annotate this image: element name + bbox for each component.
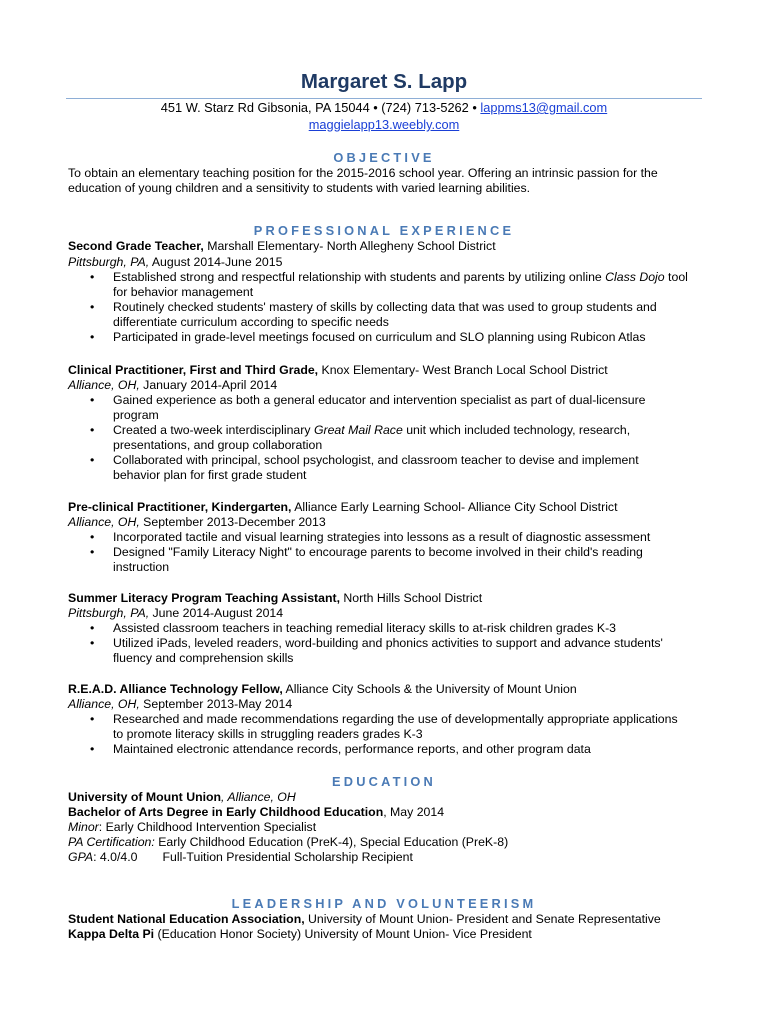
job-title: R.E.A.D. Alliance Technology Fellow, [68, 682, 283, 696]
bullet-item: • Researched and made recommendations regarding the use of developmentally appropriate applications to promote literacy skills in struggling readers grades K-3 [68, 712, 708, 742]
job-entry [68, 500, 708, 575]
job-dates: September 2013-December 2013 [139, 515, 326, 529]
job-title: Pre-clinical Practitioner, Kindergarten, [68, 500, 292, 514]
header-divider [66, 98, 702, 99]
education-block [68, 790, 708, 865]
bullet-item: • Routinely checked students' mastery of skills by collecting data that was used to group students and differentiate curriculum according to specific needs [68, 300, 708, 330]
job-bullets [68, 270, 708, 345]
job-title: Second Grade Teacher, [68, 239, 204, 253]
bullet-item: • Maintained electronic attendance records, performance reports, and other program data [68, 742, 708, 757]
bullet-item: • Designed "Family Literacy Night" to encourage parents to become involved in their child's reading instruction [68, 545, 708, 575]
leadership-block [68, 912, 708, 942]
job-entry [68, 591, 708, 666]
job-org: Alliance City Schools & the University of Mount Union [282, 682, 577, 696]
job-org: Marshall Elementary- North Allegheny School District [203, 239, 496, 253]
job-place: Alliance, OH, [68, 378, 140, 392]
email-link[interactable]: lappms13@gmail.com [480, 100, 608, 115]
job-bullets [68, 393, 708, 483]
experience-heading: PROFESSIONAL EXPERIENCE [253, 223, 515, 238]
degree-line: Bachelor of Arts Degree in Early Childhood Education, May 2014 [68, 805, 445, 819]
job-dates: August 2014-June 2015 [149, 255, 283, 269]
objective-line: To obtain an elementary teaching position for the 2015-2016 school year. Offering an intrinsic passion for the [68, 166, 658, 180]
bullet-item: • Incorporated tactile and visual learning strategies into lessons as a result of diagnostic assessment [68, 530, 708, 545]
job-place: Alliance, OH, [68, 697, 140, 711]
job-dates: June 2014-August 2014 [149, 606, 284, 620]
bullet-item: • Collaborated with principal, school psychologist, and classroom teacher to devise and implement behavior plan for first grade student [68, 453, 708, 483]
bullet-item: • Assisted classroom teachers in teaching remedial literacy skills to at-risk children grades K-3 [68, 621, 708, 636]
address-phone: 451 W. Starz Rd Gibsonia, PA 15044 • (724) 713-5262 • [160, 100, 481, 115]
job-org: Knox Elementary- West Branch Local School District [318, 363, 608, 377]
job-title: Summer Literacy Program Teaching Assistant, [68, 591, 340, 605]
leadership-item: Kappa Delta Pi (Education Honor Society) University of Mount Union- Vice President [68, 927, 532, 941]
objective-heading: OBJECTIVE [333, 150, 435, 165]
job-entry [68, 363, 708, 483]
objective-text [68, 166, 708, 196]
bullet-item: • Gained experience as both a general educator and intervention specialist as part of dual-licensure program [68, 393, 708, 423]
contact-line [0, 100, 768, 116]
job-dates: January 2014-April 2014 [139, 378, 278, 392]
leadership-heading: LEADERSHIP AND VOLUNTEERISM [231, 896, 537, 911]
minor-line: Minor: Early Childhood Intervention Specialist [68, 820, 317, 834]
certification-line: PA Certification: Early Childhood Education (PreK-4), Special Education (PreK-8) [68, 835, 509, 849]
job-org: Alliance Early Learning School- Alliance City School District [291, 500, 618, 514]
job-entry [68, 682, 708, 757]
leadership-item: Student National Education Association, University of Mount Union- President and Senate Representative [68, 912, 661, 926]
bullet-item: • Established strong and respectful relationship with students and parents by utilizing online Class Dojo tool for behavior management [68, 270, 708, 300]
job-place: Pittsburgh, PA, [68, 255, 150, 269]
bullet-item: • Utilized iPads, leveled readers, word-building and phonics activities to support and advance students' fluency and comprehension skills [68, 636, 708, 666]
objective-line: education of young children and a sensitivity to students with varied learning abilities. [68, 181, 531, 195]
job-dates: September 2013-May 2014 [139, 697, 293, 711]
job-title: Clinical Practitioner, First and Third Grade, [68, 363, 319, 377]
bullet-item: • Participated in grade-level meetings focused on curriculum and SLO planning using Rubicon Atlas [68, 330, 708, 345]
job-entry [68, 239, 708, 345]
job-place: Alliance, OH, [68, 515, 140, 529]
education-heading: EDUCATION [332, 774, 436, 789]
job-bullets [68, 621, 708, 666]
job-org: North Hills School District [339, 591, 483, 605]
bullet-item: • Created a two-week interdisciplinary Great Mail Race unit which included technology, research, presentations, and group collaboration [68, 423, 708, 453]
gpa-line: GPA: 4.0/4.0 Full-Tuition Presidential Scholarship Recipient [68, 850, 413, 864]
school-line: University of Mount Union, Alliance, OH [68, 790, 296, 804]
job-bullets [68, 712, 708, 757]
website-line [0, 117, 768, 133]
website-link[interactable]: maggielapp13.weebly.com [308, 117, 460, 132]
applicant-name: Margaret S. Lapp [300, 70, 468, 93]
job-place: Pittsburgh, PA, [68, 606, 150, 620]
job-bullets [68, 530, 708, 575]
